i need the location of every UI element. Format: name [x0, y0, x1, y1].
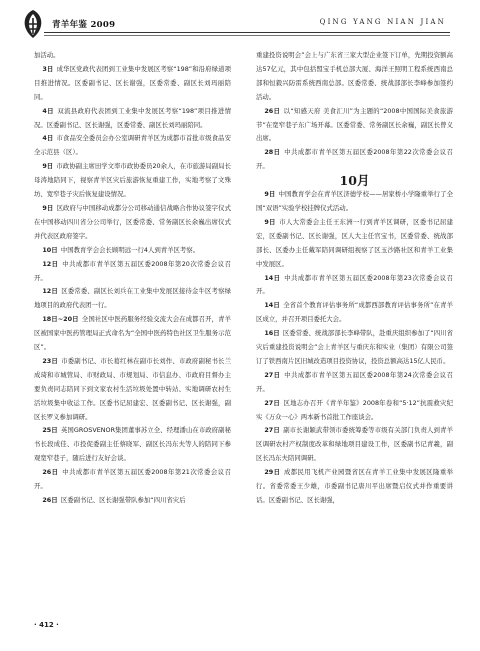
- entry-text: 副市长谢颖武带领市委统筹委等市级有关部门负责人到青羊区调研农村产权制度改革和绿地项目建设工作，区委副书记青羲，副区长冯东夫陪同调研。: [256, 426, 453, 463]
- left-text-column: [34, 49, 231, 508]
- chronicle-entry: [34, 466, 231, 494]
- chronicle-entry: [256, 146, 453, 174]
- chronicle-entry: [34, 258, 231, 286]
- header-rule: [44, 32, 450, 33]
- entry-date: 26日: [42, 468, 59, 477]
- entry-date: 23日: [42, 356, 58, 365]
- entry-date: 9日: [42, 203, 54, 212]
- chronicle-entry: [34, 132, 231, 160]
- yearbook-logo-icon: [20, 8, 46, 40]
- entry-text: 全国社区中医药服务经验交流大会在成都召开，青羊区被国家中医药管理局正式命名为“全国中医药特色社区卫生服务示范区”。: [34, 315, 231, 352]
- entry-text: 双流县政府代表团到工业集中发展区考察“198”项目推进情况。区委副书记、区长谢强，区委常委、副区长刘玛丽陪同。: [34, 106, 231, 129]
- entry-date: 9日: [264, 190, 276, 199]
- entry-text: 中国教育学会在青羊区济德学校——居家桥小学隆重举行了全国“双语”实验学校挂牌仪式活动。: [256, 190, 454, 212]
- chronicle-entry: [256, 272, 453, 300]
- chronicle-entry: [34, 244, 231, 258]
- entry-text: 市食品安全委员会办公室调研青羊区为成都市首批市级食品安全示范县（区）。: [34, 134, 231, 157]
- chronicle-entry: [256, 299, 453, 327]
- entry-text: 市政协副主席田学文率市政协委员20余人，在市旅游局副局长母涛地陪同下，视察青羊区灾后旅游恢复重建工作，实地考察了文殊坊、宽窄巷子灾后恢复建设情况。: [34, 162, 231, 199]
- right-text-column: [256, 49, 453, 508]
- entry-date: 14日: [264, 273, 281, 282]
- entry-text: 区委常委、统战部部长李峰带队，赴重庆组织参加了“四川省灾后重建投资说明会”会上青羊区与重庆东和实业（集团）有限公司签订了铁西南片区旧城改造项目投资协议，投资总额高达15亿人民币。: [256, 329, 453, 365]
- chronicle-entry: [256, 424, 453, 466]
- entry-text: 区地志办召开《青羊年鉴》2008年卷和“5·12”抗震救灾纪实《万众一心》两本新书首批工作座谈会。: [256, 398, 453, 421]
- entry-text: 成都民用飞机产业园暨省区在青羊工业集中发展区隆重举行。省委常委王少雄，市委副书记唐川平出席暨启仪式并作重要讲话。区委副书记、区长谢强，: [256, 468, 453, 504]
- entry-text: 区政府与中国移动成都分公司移动通信战略合作协议签字仪式在中国移动四川省分公司举行，区委常委、常务副区长余巍出席仪式并代表区政府签字。: [34, 203, 231, 240]
- yearbook-title: 青羊年鉴 2009: [52, 20, 116, 30]
- chronicle-entry: [256, 369, 453, 397]
- entry-text: 中共成都市青羊区第五届区委2008年第22次常委会议召开。: [256, 148, 453, 171]
- entry-date: 29日: [264, 468, 281, 477]
- chronicle-entry: [34, 285, 231, 313]
- entry-text: 中共成都市青羊区第五届区委2008年第23次常委会议召开。: [256, 273, 453, 296]
- chronicle-entry: [34, 424, 231, 466]
- chronicle-entry: [256, 397, 453, 425]
- page-header: [0, 0, 480, 46]
- chronicle-entry: [34, 49, 231, 63]
- entry-date: 26日: [264, 106, 281, 115]
- chronicle-entry: [256, 466, 453, 508]
- entry-text: 英国GROSVENOR集团董事苏立全、经理潘山在市政府副秘书长段成佳、市投促委副主任蔡晓军、副区长冯东夫等人的陪同下参观宽窄巷子，随后进行友好会谈。: [34, 426, 232, 463]
- entry-text: 区委常委、副区长刘兵在工业集中发展区接待金牛区考察绿地项目的政府代表团一行。: [34, 287, 231, 310]
- entry-text: 市委副书记、市长葛红林在副市长刘作、市政府副秘书长兰成琦和市城管局、市财政局、市规划局、市信息办、市政府目督办主要负责同志陪同下到文家农村生活垃圾处置中转站、实地调研农村生活垃圾集中收运工作。区委书记屈建宏、区委副书记、区长谢强，副区长罗义参加调研。: [34, 356, 231, 421]
- entry-text: 加活动。: [34, 51, 60, 59]
- entry-date: 14日: [264, 301, 280, 310]
- entry-date: 27日: [264, 398, 281, 407]
- entry-date: 3日: [42, 64, 54, 73]
- chronicle-entry: [256, 188, 453, 216]
- header-rule-thin: [44, 35, 450, 36]
- entry-date: 27日: [264, 370, 281, 379]
- entry-date: 12日: [42, 259, 59, 268]
- entry-text: 区委副书记、区长谢强带队参加“四川省灾后: [60, 496, 186, 504]
- entry-date: 4日: [42, 134, 54, 143]
- chronicle-entry: [34, 355, 231, 425]
- chronicle-entry: [256, 105, 453, 147]
- chronicle-entry: [34, 202, 231, 244]
- entry-date: 12日: [42, 287, 58, 296]
- entry-date: 9日: [264, 217, 276, 226]
- entry-date: 28日: [264, 148, 281, 157]
- entry-date: 27日: [264, 426, 280, 435]
- entry-text: 中国教育学会会长顾明远一行4人到青羊区考察。: [60, 245, 200, 254]
- yearbook-title-pinyin: QING YANG NIAN JIAN: [319, 18, 446, 26]
- entry-text: 成华区党政代表团到工业集中发展区考察“198”和沿府绿道项目推进情况。区委副书记、区长谢强，区委常委、副区长刘玛丽陪同。: [34, 64, 231, 101]
- chronicle-entry: [256, 327, 453, 369]
- entry-text: 中共成都市青羊区第五届区委2008年第24次常委会议召开。: [256, 370, 453, 393]
- chronicle-entry: [34, 313, 231, 355]
- page-number: · 412 ·: [34, 621, 59, 629]
- chronicle-entry: [256, 49, 453, 105]
- entry-date: 18日~20日: [42, 315, 79, 324]
- entry-text: 中共成都市青羊区第五届区委2008年第21次常委会议召开。: [34, 468, 231, 491]
- month-heading: 10月: [339, 173, 370, 189]
- chronicle-entry: [34, 63, 231, 105]
- entry-date: 4日: [42, 106, 54, 115]
- chronicle-entry: [256, 216, 453, 272]
- entry-text: 中共成都市青羊区第五届区委2008年第20次常委会议召开。: [34, 259, 231, 282]
- entry-text: 市人大常委会主任王东洲一行到青羊区调研，区委书记屈建宏，区委副书记、区长谢强，区人大主任官宝书，区委常委、统战部部长、区委办主任戴军陪同调研组视察了区玉沙路社区和青羊工业集中发展区。: [256, 217, 454, 268]
- chronicle-entry: [34, 494, 231, 508]
- entry-date: 10日: [42, 245, 58, 254]
- chronicle-entry: [34, 160, 231, 202]
- entry-text: 重建投资说明会”会上与广东省三家大型企业签下订单，先期投资额高达57亿元，其中包括盟宝手机总部大厦、海洋王照明工程系统西南总部和恒毅兴防雷系统西南总部。区委常委、统战部部长李峰参加签约活动。: [256, 51, 453, 101]
- entry-date: 25日: [42, 426, 58, 435]
- entry-date: 9日: [42, 162, 54, 171]
- entry-text: 以“知感天府 美食汇川”为主题的“2008中国国际美食旅游节”在宽窄巷子东广场开幕。区委常委、常务副区长余巍，副区长曾义出席。: [256, 106, 453, 143]
- entry-text: 全省首个教育评估事务所“成都西部教育评估事务所”在青羊区成立，并召开项目委托大会。: [256, 301, 453, 324]
- entry-date: 16日: [264, 329, 280, 338]
- entry-date: 26日: [42, 496, 58, 504]
- chronicle-entry: [34, 105, 231, 133]
